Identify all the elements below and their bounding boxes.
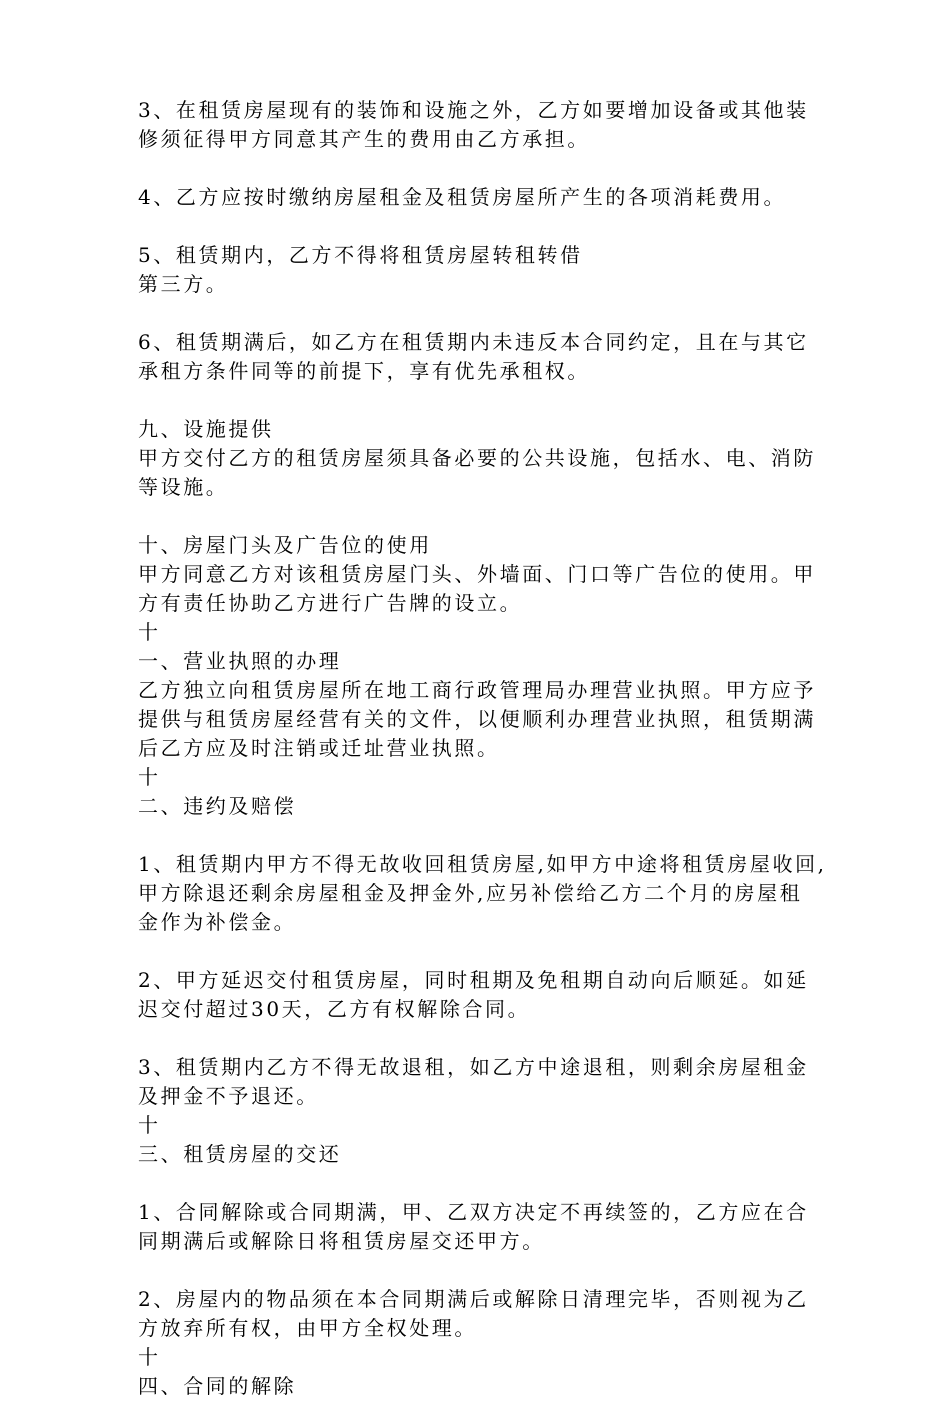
paragraph [138,1053,838,1169]
text-line: 金作为补偿金。 [138,910,297,934]
text-line: 1、租赁期内甲方不得无故收回租赁房屋,如甲方中途将租赁房屋收回, [138,852,827,876]
paragraph [138,96,838,154]
paragraph-gap [138,212,838,241]
text-line: 十 [138,620,161,644]
text-line: 3、租赁期内乙方不得无故退租，如乙方中途退租，则剩余房屋租金 [138,1055,809,1079]
paragraph [138,1198,838,1256]
paragraph-gap [138,1024,838,1053]
text-line: 5、租赁期内，乙方不得将租赁房屋转租转借 [138,243,583,267]
text-line: 1、合同解除或合同期满，甲、乙双方决定不再续签的，乙方应在合 [138,1200,809,1224]
paragraph [138,1285,838,1401]
text-line: 迟交付超过30天，乙方有权解除合同。 [138,997,531,1021]
text-line: 十 [138,1345,161,1369]
text-line: 4、乙方应按时缴纳房屋租金及租赁房屋所产生的各项消耗费用。 [138,185,787,209]
text-line: 一、营业执照的办理 [138,649,342,673]
text-line: 修须征得甲方同意其产生的费用由乙方承担。 [138,127,590,151]
text-line: 2、甲方延迟交付租赁房屋，同时租期及免租期自动向后顺延。如延 [138,968,809,992]
text-line: 四、合同的解除 [138,1374,297,1398]
text-line: 二、违约及赔偿 [138,794,297,818]
text-line: 方有责任协助乙方进行广告牌的设立。 [138,591,523,615]
text-line: 方放弃所有权，由甲方全权处理。 [138,1316,477,1340]
text-line: 十、房屋门头及广告位的使用 [138,533,432,557]
text-line: 同期满后或解除日将租赁房屋交还甲方。 [138,1229,545,1253]
document-page [138,96,838,1401]
text-line: 甲方同意乙方对该租赁房屋门头、外墙面、门口等广告位的使用。甲 [138,562,816,586]
paragraph-gap [138,937,838,966]
text-line: 2、房屋内的物品须在本合同期满后或解除日清理完毕，否则视为乙 [138,1287,809,1311]
paragraph [138,531,838,821]
paragraph [138,850,838,937]
text-line: 十 [138,1113,161,1137]
paragraph-gap [138,154,838,183]
text-line: 乙方独立向租赁房屋所在地工商行政管理局办理营业执照。甲方应予 [138,678,816,702]
text-line: 甲方交付乙方的租赁房屋须具备必要的公共设施，包括水、电、消防 [138,446,816,470]
paragraph [138,415,838,502]
paragraph [138,241,838,299]
paragraph [138,183,838,212]
text-line: 第三方。 [138,272,229,296]
paragraph-gap [138,1169,838,1198]
text-line: 甲方除退还剩余房屋租金及押金外,应另补偿给乙方二个月的房屋租 [138,881,803,905]
paragraph-gap [138,821,838,850]
text-line: 等设施。 [138,475,229,499]
text-line: 后乙方应及时注销或迁址营业执照。 [138,736,500,760]
text-line: 承租方条件同等的前提下，享有优先承租权。 [138,359,590,383]
text-line: 十 [138,765,161,789]
paragraph-gap [138,299,838,328]
paragraph-gap [138,386,838,415]
text-line: 及押金不予退还。 [138,1084,319,1108]
text-line: 3、在租赁房屋现有的装饰和设施之外，乙方如要增加设备或其他装 [138,98,809,122]
text-line: 九、设施提供 [138,417,274,441]
paragraph-gap [138,1256,838,1285]
paragraph [138,328,838,386]
text-line: 三、租赁房屋的交还 [138,1142,342,1166]
text-line: 提供与租赁房屋经营有关的文件，以便顺利办理营业执照，租赁期满 [138,707,816,731]
paragraph-gap [138,502,838,531]
text-line: 6、租赁期满后，如乙方在租赁期内未违反本合同约定，且在与其它 [138,330,809,354]
paragraph [138,966,838,1024]
